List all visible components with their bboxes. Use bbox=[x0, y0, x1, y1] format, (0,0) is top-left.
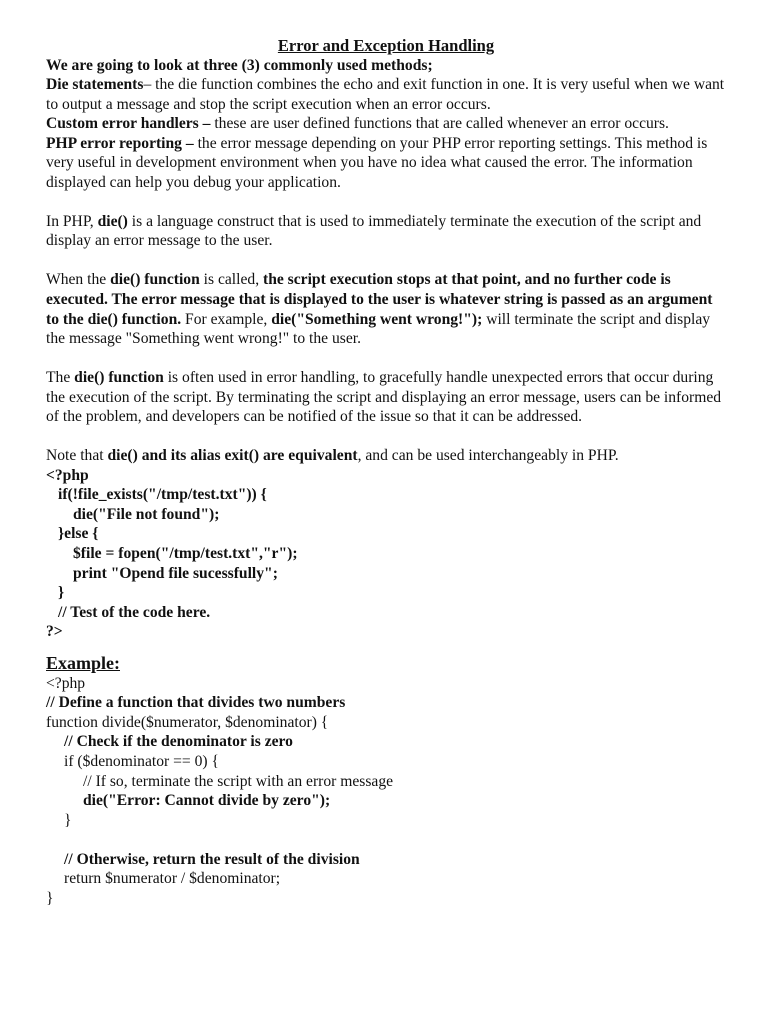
method-description: – the die function combines the echo and exit function in one. It is very useful when we want to output a message and stop the script execution when an error occurs. bbox=[46, 76, 725, 113]
code-line: }else { bbox=[58, 525, 99, 543]
code-line: if(!file_exists("/tmp/test.txt")) { bbox=[58, 486, 267, 504]
code-line: // If so, terminate the script with an error message bbox=[83, 772, 394, 790]
code-line: } bbox=[46, 889, 54, 907]
die-behavior-paragraph: When the die() function is called, the script execution stops at that point, and no further code is executed. The error message that is displayed to the user is whatever string is passed as an argument to the die() function. For example, die("Something went wrong!"); will terminate the script and display the message "Something went wrong!" to the user. bbox=[46, 271, 713, 348]
die-usage-paragraph: The die() function is often used in error handling, to gracefully handle unexpected errors that occur during the execution of the script. By terminating the script and displaying an error message, users can be informed of the problem, and developers can be notified of the issue so that it can be addressed. bbox=[46, 369, 722, 426]
code-line: return $numerator / $denominator; bbox=[64, 870, 281, 888]
method-die-statements bbox=[46, 75, 726, 114]
code-line: print "Opend file sucessfully"; bbox=[73, 564, 278, 582]
code-line: function divide($numerator, $denominator) { bbox=[46, 713, 329, 731]
intro-text: We are going to look at three (3) commonly used methods; bbox=[46, 56, 433, 74]
method-description: these are user defined functions that are called whenever an error occurs. bbox=[210, 115, 669, 133]
code-line: die("File not found"); bbox=[73, 505, 220, 523]
document-page bbox=[46, 36, 726, 908]
method-custom-error-handlers bbox=[46, 114, 726, 134]
code-line: } bbox=[64, 811, 72, 829]
code-line: if ($denominator == 0) { bbox=[64, 752, 219, 770]
code-line: <?php bbox=[46, 466, 89, 484]
die-exit-note: Note that die() and its alias exit() are equivalent, and can be used interchangeably in PHP. bbox=[46, 447, 619, 465]
code-line: // Otherwise, return the result of the division bbox=[64, 850, 360, 868]
die-definition-paragraph: In PHP, die() is a language construct that is used to immediately terminate the execution of the script and display an error message to the user. bbox=[46, 212, 702, 250]
code-line: // Define a function that divides two numbers bbox=[46, 694, 346, 712]
code-block-file-check bbox=[46, 466, 726, 642]
code-line: <?php bbox=[46, 674, 86, 692]
example-heading: Example: bbox=[46, 652, 120, 673]
code-line: } bbox=[58, 584, 65, 602]
code-block-divide-example bbox=[46, 674, 726, 909]
code-line: $file = fopen("/tmp/test.txt","r"); bbox=[73, 545, 298, 563]
method-description: the error message depending on your PHP error reporting settings. This method is very useful in development environment when you have no idea what caused the error. The information displayed can help you debug your application. bbox=[46, 134, 708, 191]
code-line: // Test of the code here. bbox=[58, 603, 211, 621]
method-php-error-reporting bbox=[46, 134, 726, 193]
code-line: ?> bbox=[46, 623, 63, 641]
method-term: Custom error handlers – bbox=[46, 115, 211, 133]
page-title: Error and Exception Handling bbox=[277, 36, 495, 55]
code-line: die("Error: Cannot divide by zero"); bbox=[83, 792, 331, 810]
method-term: PHP error reporting – bbox=[46, 134, 194, 152]
method-term: Die statements bbox=[46, 76, 144, 94]
code-line: // Check if the denominator is zero bbox=[64, 733, 293, 751]
